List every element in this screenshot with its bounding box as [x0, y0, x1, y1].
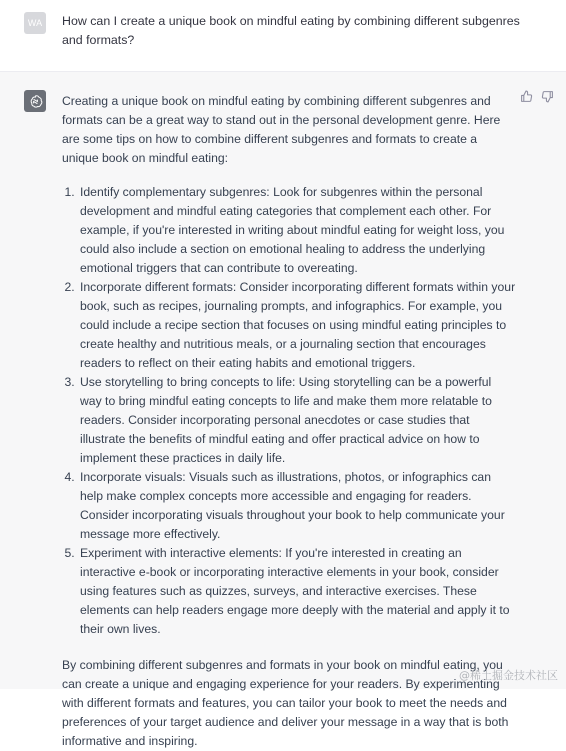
list-item: 2. Incorporate different formats: Consider incorporating different formats within your book, such as recipes, journaling prompts, and infographics. For example, you could include a recipe section that focuses on using mindful eating principles to create healthy and nutritious meals, or a journaling section that encourages readers to reflect on their eating habits and emotional triggers.: [78, 278, 516, 373]
list-item: 3. Use storytelling to bring concepts to life: Using storytelling can be a powerful way to bring mindful eating concepts to life and make them more relatable to readers. Consider incorporating personal anecdotes or case studies that illustrate the benefits of mindful eating and offer practical advice on how to implement these practices in daily life.: [78, 373, 516, 468]
openai-logo-icon: [24, 90, 46, 112]
watermark: @稀土掘金技术社区: [459, 669, 558, 682]
assistant-message-row: [0, 72, 566, 748]
thumbs-down-icon[interactable]: [541, 90, 554, 103]
tips-list: [62, 183, 516, 639]
assistant-message-content: [62, 92, 516, 751]
user-avatar: WA: [24, 12, 46, 34]
assistant-intro: Creating a unique book on mindful eating by combining different subgenres and formats can be a great way to stand out in the personal development genre. Here are some tips on how to combine different subgenres and formats to create a unique book on mindful eating:: [62, 94, 501, 165]
list-item: 4. Incorporate visuals: Visuals such as illustrations, photos, or infographics can help make complex concepts more accessible and engaging for readers. Consider incorporating visuals throughout your book to help communicate your message more effectively.: [78, 468, 516, 544]
assistant-conclusion: By combining different subgenres and formats in your book on mindful eating, you can create a unique and engaging experience for your readers. By experimenting with different formats and features, you can tailor your book to meet the needs and preferences of your target audience and deliver your message in a way that is both informative and inspiring.: [62, 658, 509, 748]
thumbs-up-icon[interactable]: [520, 90, 533, 103]
feedback-buttons: [520, 90, 554, 103]
list-item: 5. Experiment with interactive elements: If you're interested in creating an interactive e-book or incorporating interactive elements in your book, consider using features such as quizzes, surveys, and interactive exercises. These elements can help readers engage more deeply with the material and apply it to their own lives.: [78, 544, 516, 639]
user-message-text: How can I create a unique book on mindful eating by combining different subgenres and formats?: [62, 14, 520, 47]
list-item: 1. Identify complementary subgenres: Look for subgenres within the personal development and mindful eating categories that complement each other. For example, if you're interested in writing about mindful eating for weight loss, you could also include a section on emotional healing to address the underlying emotional triggers that can contribute to overeating.: [78, 183, 516, 278]
user-message-row: [0, 0, 566, 72]
